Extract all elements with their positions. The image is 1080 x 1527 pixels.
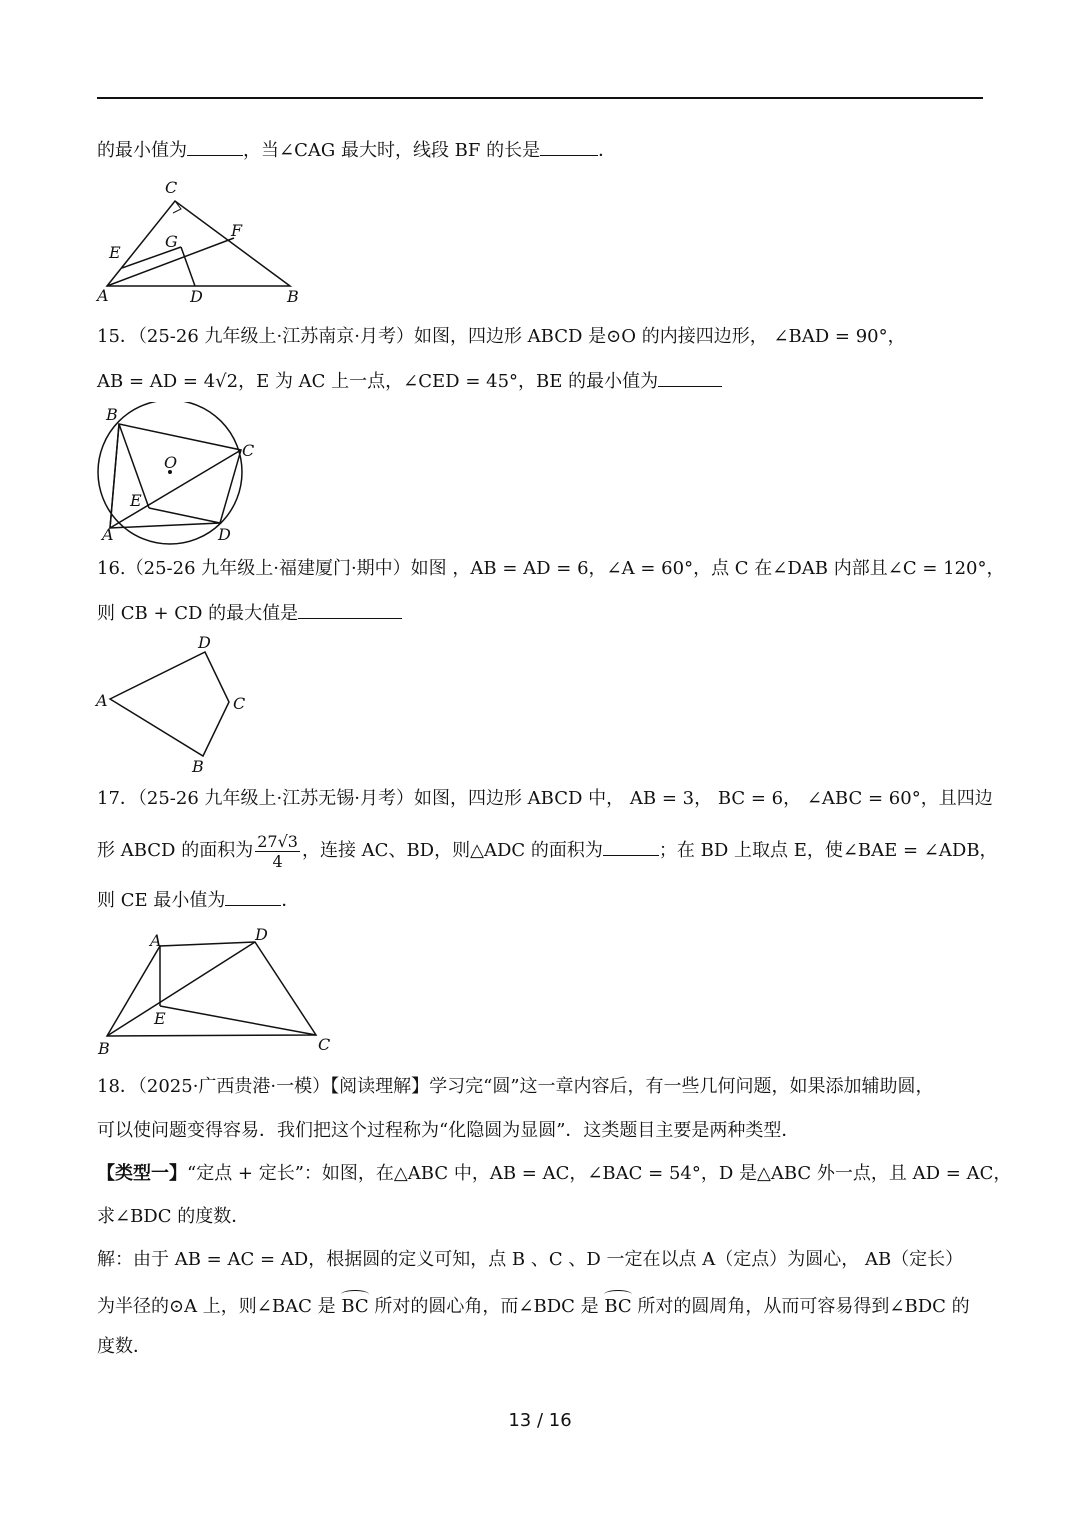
- fig15-label-e: E: [130, 491, 142, 510]
- p17-question-line3: 则 CE 最小值为 ．: [97, 887, 299, 914]
- fig15-label-c: C: [242, 441, 255, 460]
- p18-line6: 为半径的⊙A 上，则∠BAC 是 BC 所对的圆心角，而∠BDC 是 BC 所对的圆周角，从而可容易得到∠BDC 的: [97, 1290, 970, 1320]
- p17-question-line2: 形 ABCD 的面积为 $\frac{27√3}{4}$ ，连接 AC、BD，则△ADC 的面积为 ；在 BD 上取点 E，使∠BAE = ∠ADB，: [97, 831, 998, 871]
- figure-14-triangle: [95, 175, 315, 310]
- p16-question-line2: 则 CB + CD 的最大值是: [97, 600, 402, 627]
- fraction-area: $\frac{27√3}{4}$: [257, 831, 298, 871]
- fig17-label-c: C: [318, 1035, 331, 1054]
- fig16-label-d: D: [198, 633, 211, 652]
- p18-line2: 可以使问题变得容易．我们把这个过程称为“化隐圆为显圆”．这类题目主要是两种类型．: [97, 1120, 800, 1141]
- p15-question-line1: 15．（25-26 九年级上·江苏南京·月考）如图，四边形 ABCD 是⊙O 的内接四边形， ∠BAD = 90°，: [97, 326, 906, 347]
- fig16-label-c: C: [233, 694, 246, 713]
- p18-line3: 【类型一】“定点 + 定长”：如图，在△ABC 中，AB = AC，∠BAC = 54°，D 是△ABC 外一点，且 AD = AC，: [97, 1163, 1012, 1184]
- fig17-label-a: A: [150, 931, 162, 950]
- figure-17-quadrilateral: [92, 922, 352, 1062]
- fig17-label-e: E: [154, 1009, 166, 1028]
- page-number: 13 / 16: [508, 1410, 572, 1431]
- fig15-label-b: B: [106, 405, 118, 424]
- fig14-label-b: B: [287, 287, 299, 306]
- fig14-label-d: D: [190, 287, 203, 306]
- p18-line7: 度数．: [97, 1336, 151, 1357]
- fig16-label-b: B: [192, 757, 204, 776]
- fig15-label-d: D: [218, 525, 231, 544]
- p16-question-line1: 16.（25-26 九年级上·福建厦门·期中）如图 ，AB = AD = 6，∠A = 60°，点 C 在∠DAB 内部且∠C = 120°，: [97, 558, 1005, 579]
- p14-answer-line: 的最小值为 ，当∠CAG 最大时，线段 BF 的长是 ．: [97, 137, 616, 164]
- p18-line1: 18．（2025·广西贵港·一模）【阅读理解】学习完“圆”这一章内容后，有一些几何问题，如果添加辅助圆，: [97, 1076, 934, 1097]
- arc-bc-1: BC: [341, 1290, 368, 1320]
- fig14-label-a: A: [97, 286, 109, 305]
- p15-question-line2: AB = AD = 4√2，E 为 AC 上一点，∠CED = 45°，BE 的最小值为: [97, 368, 722, 395]
- fig14-label-f: F: [231, 221, 243, 240]
- fig17-label-b: B: [98, 1039, 110, 1058]
- fig14-label-c: C: [165, 178, 178, 197]
- fig15-label-o: O: [164, 453, 178, 472]
- fig17-label-d: D: [255, 925, 268, 944]
- fig15-label-a: A: [102, 525, 114, 544]
- header-rule: [97, 97, 983, 99]
- figure-16-quadrilateral: [92, 632, 262, 777]
- figure-15-circle: [92, 402, 272, 547]
- p18-line5: 解：由于 AB = AC = AD，根据圆的定义可知，点 B 、C 、D 一定在以点 A（定点）为圆心， AB（定长）: [97, 1249, 964, 1270]
- fig14-label-e: E: [109, 243, 121, 262]
- p18-line4: 求∠BDC 的度数．: [97, 1206, 250, 1227]
- fig14-label-g: G: [165, 232, 178, 251]
- p17-question-line1: 17．（25-26 九年级上·江苏无锡·月考）如图，四边形 ABCD 中， AB = 3， BC = 6， ∠ABC = 60°，且四边: [97, 788, 993, 809]
- fig16-label-a: A: [96, 691, 108, 710]
- arc-bc-2: BC: [604, 1290, 631, 1320]
